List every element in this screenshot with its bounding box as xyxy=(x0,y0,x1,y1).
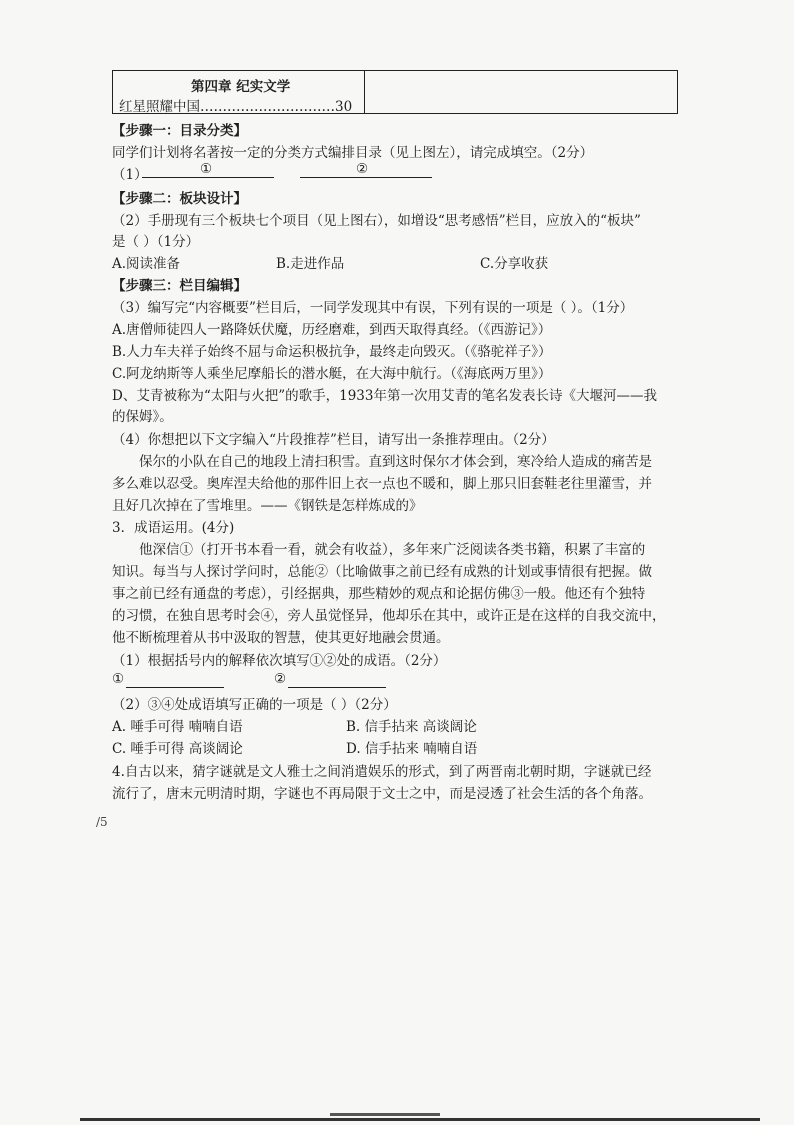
section3-heading: 3．成语运用。(4分) xyxy=(112,520,235,536)
q3-option-d: D、艾青被称为“太阳与火把”的歌手，1933年第一次用艾青的笔名发表长诗《大堰河——我 xyxy=(112,388,657,404)
toc-left-cell xyxy=(113,71,365,113)
step1-text: 同学们计划将名著按一定的分类方式编排目录（见上图左），请完成填空。（2分） xyxy=(112,145,594,161)
q3-text: （3）编写完“内容概要”栏目后，一同学发现其中有误，下列有误的一项是（ ）。（1分） xyxy=(112,300,634,316)
q4-text: （4）你想把以下文字编入“片段推荐”栏目，请写出一条推荐理由。（2分） xyxy=(112,432,555,448)
section3-passage-line-4: 的习惯，在独自思考时会④，旁人虽觉怪异，他却乐在其中，或许正是在这样的自我交流中， xyxy=(112,608,666,624)
section3-option-b: B. 信手拈来 高谈阔论 xyxy=(346,719,477,735)
q3-option-c: C.阿龙纳斯等人乘坐尼摩船长的潜水艇，在大海中航行。（《海底两万里》） xyxy=(112,366,552,382)
q4-passage-line-1: 保尔的小队在自己的地段上清扫积雪。直到这时保尔才体会到，寒冷给人造成的痛苦是 xyxy=(139,454,652,470)
q2-text-2: 是（ ）（1分） xyxy=(112,234,200,250)
q2-text: （2）手册现有三个板块七个项目（见上图右），如增设“思考感悟”栏目，应放入的“板块” xyxy=(112,213,641,229)
page-mark: /5 xyxy=(96,815,108,829)
section3-q1-blank-2[interactable] xyxy=(288,673,386,688)
step3-heading: 【步骤三：栏目编辑】 xyxy=(112,278,247,294)
q2-option-a: A.阅读准备 xyxy=(112,256,181,272)
section3-passage-line-3: 事之前已经有通盘的考虑），引经据典，那些精妙的观点和论据仿佛③一般。他还有个独特 xyxy=(112,586,646,602)
q4-passage-line-3: 且好几次掉在了雪堆里。——《钢铁是怎样炼成的》 xyxy=(112,498,423,514)
toc-chapter-title: 第四章 纪实文学 xyxy=(191,79,291,95)
section3-option-d: D. 信手拈来 喃喃自语 xyxy=(346,741,478,757)
q3-option-a: A.唐僧师徒四人一路降妖伏魔，历经磨难，到西天取得真经。（《西游记》） xyxy=(112,322,552,338)
step2-heading: 【步骤二：板块设计】 xyxy=(112,191,247,207)
section4-line-2: 流行了，唐末元明清时期，字谜也不再局限于文士之中，而是浸透了社会生活的各个角落。 xyxy=(112,786,652,802)
section3-option-a: A. 唾手可得 喃喃自语 xyxy=(112,719,243,735)
section3-passage-line-1: 他深信①（打开书本看一看，就会有收益），多年来广泛阅读各类书籍，积累了丰富的 xyxy=(139,542,646,558)
bottom-edge-rule xyxy=(80,1118,760,1121)
section3-q1-mark-1: ① xyxy=(112,671,125,687)
q2-option-b: B.走进作品 xyxy=(276,256,345,272)
q3-option-d-cont: 的保姆》。 xyxy=(112,409,173,425)
section3-passage-line-5: 他不断梳理着从书中汲取的智慧，使其更好地融会贯通。 xyxy=(112,630,450,646)
q1-prefix: （1） xyxy=(112,167,148,183)
section3-q1-mark-2: ② xyxy=(274,671,287,687)
step1-heading: 【步骤一：目录分类】 xyxy=(112,123,247,139)
section4-line-1: 4.自古以来，猜字谜就是文人雅士之间消遣娱乐的形式，到了两晋南北朝时期，字谜就已经 xyxy=(112,764,652,780)
bottom-edge-rule-accent xyxy=(330,1113,440,1116)
section3-q1: （1）根据括号内的解释依次填写①②处的成语。（2分） xyxy=(112,653,447,669)
q3-option-b: B.人力车夫祥子始终不屈与命运积极抗争，最终走向毁灭。（《骆驼祥子》） xyxy=(112,344,552,360)
q2-option-c: C.分享收获 xyxy=(480,256,549,272)
q1-mark-2: ② xyxy=(356,161,369,177)
q4-passage-line-2: 多么难以忍受。奥库涅夫给他的那件旧上衣一点也不暖和，脚上那只旧套鞋老往里灌雪，并 xyxy=(112,476,652,492)
section3-option-c: C. 唾手可得 高谈阔论 xyxy=(112,741,243,757)
toc-entry: 红星照耀中国…………………………30 xyxy=(119,99,353,115)
q1-mark-1: ① xyxy=(200,161,213,177)
section3-q2: （2）③④处成语填写正确的一项是（ ）（2分） xyxy=(112,697,397,713)
section3-q1-blank-1[interactable] xyxy=(126,673,224,688)
toc-table xyxy=(112,70,678,114)
section3-passage-line-2: 知识。每当与人探讨学问时，总能②（比喻做事之前已经有成熟的计划或事情很有把握。做 xyxy=(112,564,652,580)
